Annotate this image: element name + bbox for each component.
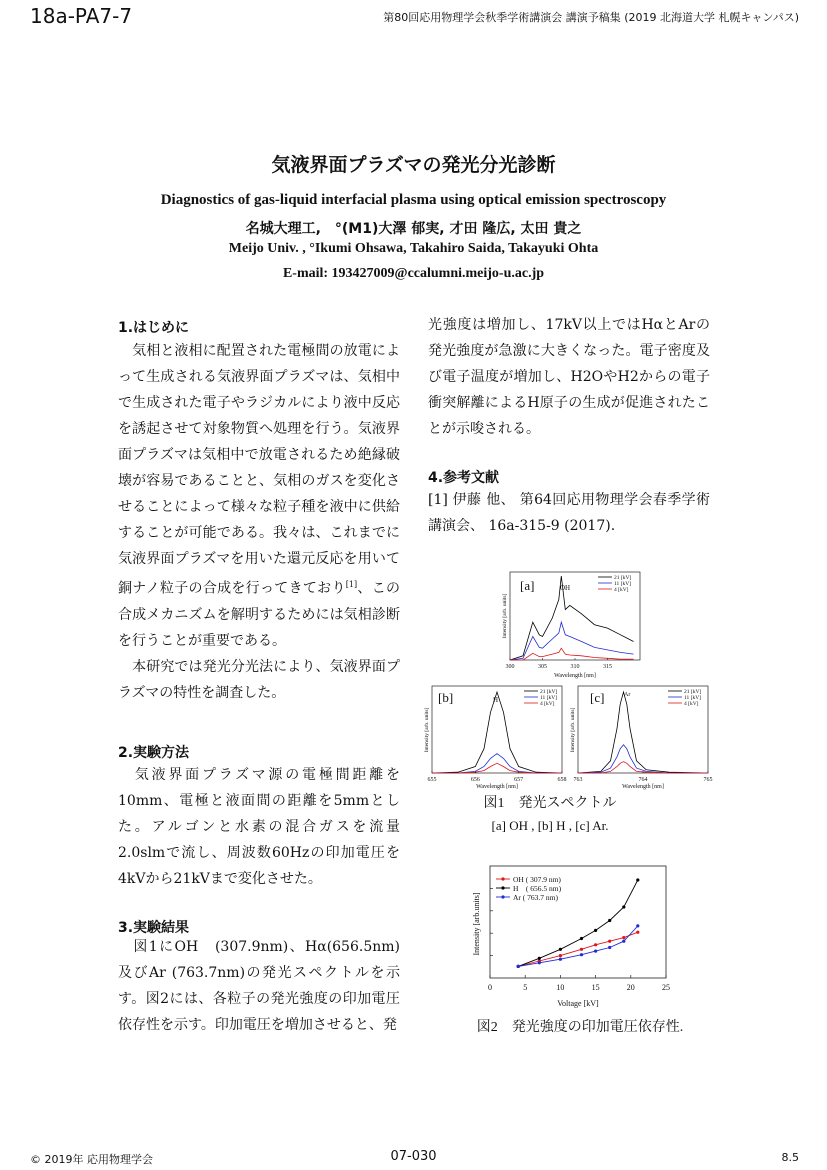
figure1-caption: 図1 発光スペクトル xyxy=(483,796,617,811)
figure1-panel-a-chart xyxy=(498,570,648,682)
data-point xyxy=(636,924,639,927)
x-tick-label: 764 xyxy=(638,777,648,783)
legend-label-2: 11 [kV] xyxy=(614,581,632,587)
legend-label-3: 4 [kV] xyxy=(684,701,699,707)
data-point xyxy=(622,940,625,943)
panel-tag: [c] xyxy=(590,690,605,705)
intro-text: 気相と液相に配置された電極間の放電によって生成される気液界面プラズマは、気相中で生成された電子やラジカルにより液中反応を誘起させて対象物質へ処理を行う。気液界面プラズマは気相中で放電されるため絶縁破壊が容易であることと、気相のガスを変化させることによって様々な粒子種を液中に供給することが可能である。我々は、これまでに気液界面プラズマを用いた還元反応を用いて銅ナノ粒子の合成を行ってきており xyxy=(118,343,400,597)
x-axis-label: Voltage [kV] xyxy=(557,999,599,1008)
x-tick-label: 655 xyxy=(427,777,437,783)
x-axis-label: Wavelength [nm] xyxy=(554,673,596,679)
figure2-caption: 図2 発光強度の印加電圧依存性. xyxy=(476,1020,684,1035)
section-heading-method: 2.実験方法 xyxy=(118,745,190,761)
reference-1: [1] 伊藤 他、 第64回応用物理学会春季学術講演会、 16a-315-9 (2017). xyxy=(428,492,710,534)
legend-label-2: 11 [kV] xyxy=(540,695,558,701)
legend-label-1: 21 [kV] xyxy=(684,689,702,695)
section-heading-references: 4.参考文献 xyxy=(428,470,500,486)
x-tick-labels xyxy=(488,975,670,992)
series-line-3 xyxy=(518,926,638,967)
y-axis-label: Intensity [arb. units] xyxy=(502,593,508,639)
species-label: Ar xyxy=(624,692,631,698)
series-line-3 xyxy=(510,648,634,660)
data-point xyxy=(517,965,520,968)
section-heading-intro: 1.はじめに xyxy=(118,320,190,336)
legend-label-1: OH ( 307.9 nm) xyxy=(513,875,561,884)
x-axis-label: Wavelength [nm] xyxy=(622,784,664,790)
y-tick-marks xyxy=(490,888,493,955)
legend-label-3: Ar ( 763.7 nm) xyxy=(513,893,558,902)
x-tick-label: 5 xyxy=(523,983,528,992)
author-email: E-mail: 193427009@ccalumni.meijo-u.ac.jp xyxy=(282,266,545,281)
title-japanese: 気液界面プラズマの発光分光診断 xyxy=(271,154,556,176)
data-point xyxy=(622,936,625,939)
data-point xyxy=(594,943,597,946)
x-tick-label: 765 xyxy=(703,777,713,783)
legend xyxy=(496,875,562,902)
x-tick-label: 0 xyxy=(488,983,492,992)
species-label: H xyxy=(493,696,499,704)
data-point xyxy=(580,948,583,951)
x-tick-label: 15 xyxy=(591,983,600,992)
data-point xyxy=(559,954,562,957)
data-point xyxy=(636,878,639,881)
data-point xyxy=(538,957,541,960)
x-tick-label: 10 xyxy=(556,983,565,992)
legend-marker-1 xyxy=(501,877,504,880)
intro-paragraph-2: 本研究では発光分光法により、気液界面プラズマの特性を調査した。 xyxy=(118,658,400,701)
legend-label-2: 11 [kV] xyxy=(684,695,702,701)
x-tick-label: 20 xyxy=(626,983,635,992)
data-point xyxy=(608,940,611,943)
y-axis-label: Intensity [arb. units] xyxy=(424,707,430,753)
title-english: Diagnostics of gas-liquid interfacial plasma using optical emission spectroscopy xyxy=(160,192,667,208)
data-point xyxy=(622,905,625,908)
legend xyxy=(598,575,631,593)
x-tick-label: 657 xyxy=(514,777,524,783)
section-body-method: 気液界面プラズマ源の電極間距離を10mm、電極と液面間の距離を5mmとした。アルゴンと水素の混合ガスを流量2.0slmで流し、周波数60Hzの印加電圧を4kVから21kVまで変化させた。 xyxy=(118,767,400,887)
data-point xyxy=(580,953,583,956)
citation-ref: [1] xyxy=(345,580,358,589)
x-tick-label: 656 xyxy=(470,777,480,783)
x-tick-label: 310 xyxy=(570,664,580,670)
authors-english: Meijo Univ. , °Ikumi Ohsawa, Takahiro Saida, Takayuki Ohta xyxy=(228,241,599,256)
data-point xyxy=(559,958,562,961)
figure1-panel-b-chart xyxy=(420,684,570,792)
series-line-1 xyxy=(518,932,638,966)
conference-header: 第80回応用物理学会秋季学術講演会 講演予稿集 (2019 北海道大学 札幌キャンパス) xyxy=(383,11,799,24)
data-point xyxy=(636,931,639,934)
data-point xyxy=(608,946,611,949)
figure1-panel-c-chart xyxy=(566,684,716,792)
x-tick-label: 658 xyxy=(557,777,567,783)
data-point xyxy=(608,919,611,922)
legend-label-1: 21 [kV] xyxy=(614,575,632,581)
x-tick-label: 305 xyxy=(538,664,547,670)
section-body-intro xyxy=(118,338,400,706)
panel-tag: [b] xyxy=(438,690,454,705)
panel-tag: [a] xyxy=(520,578,535,593)
legend-label-3: 4 [kV] xyxy=(540,701,555,707)
legend xyxy=(524,689,557,707)
legend xyxy=(668,689,701,707)
data-point xyxy=(594,929,597,932)
y-axis-label: Intensity [arb. units] xyxy=(570,707,576,753)
data-point xyxy=(559,948,562,951)
data-point xyxy=(580,937,583,940)
legend-label-2: H ( 656.5 nm) xyxy=(513,884,562,893)
y-axis-label: Intensity [arb.units] xyxy=(472,892,481,956)
footer-version: 8.5 xyxy=(781,1151,799,1164)
x-tick-label: 763 xyxy=(573,777,583,783)
data-point xyxy=(594,950,597,953)
series-line-2 xyxy=(578,745,708,773)
series-line-2 xyxy=(510,622,634,660)
legend-marker-3 xyxy=(501,895,504,898)
species-label: OH xyxy=(560,584,571,592)
data-point xyxy=(538,961,541,964)
figure2-chart xyxy=(466,862,676,1012)
x-tick-label: 300 xyxy=(505,664,515,670)
section-heading-results: 3.実験結果 xyxy=(118,920,190,936)
intro-text-end: 、この合成メカニズムを解明するためには気相診断を行うことが重要である。 xyxy=(118,580,400,649)
footer-page-number: 07-030 xyxy=(390,1149,437,1164)
authors-japanese: 名城大理工, °(M1)大澤 郁実, 才田 隆広, 太田 貴之 xyxy=(245,221,582,237)
x-tick-label: 315 xyxy=(603,664,612,670)
x-tick-label: 25 xyxy=(662,983,670,992)
x-axis-label: Wavelength [nm] xyxy=(476,784,518,790)
section-body-results: 図1にOH (307.9nm)、Hα(656.5nm)及びAr (763.7nm)の発光スペクトルを示す。図2には、各粒子の発光強度の印加電圧依存性を示す。印加電圧を増加させると、発 xyxy=(118,939,400,1033)
intro-paragraph-1 xyxy=(118,338,400,654)
series-line-3 xyxy=(432,763,562,773)
figure1-subcaption: [a] OH , [b] H , [c] Ar. xyxy=(491,818,609,833)
footer-copyright: © 2019年 応用物理学会 xyxy=(30,1153,153,1166)
paper-code: 18a-PA7-7 xyxy=(30,4,133,28)
legend-marker-2 xyxy=(501,886,504,889)
section-body-results-continued: 光強度は増加し、17kV以上ではHαとArの発光強度が急激に大きくなった。電子密度及び電子温度が増加し、H2OやH2からの電子衝突解離によるH原子の生成が促進されたことが示唆される。 xyxy=(428,317,710,437)
legend-label-3: 4 [kV] xyxy=(614,587,629,593)
legend-label-1: 21 [kV] xyxy=(540,689,558,695)
